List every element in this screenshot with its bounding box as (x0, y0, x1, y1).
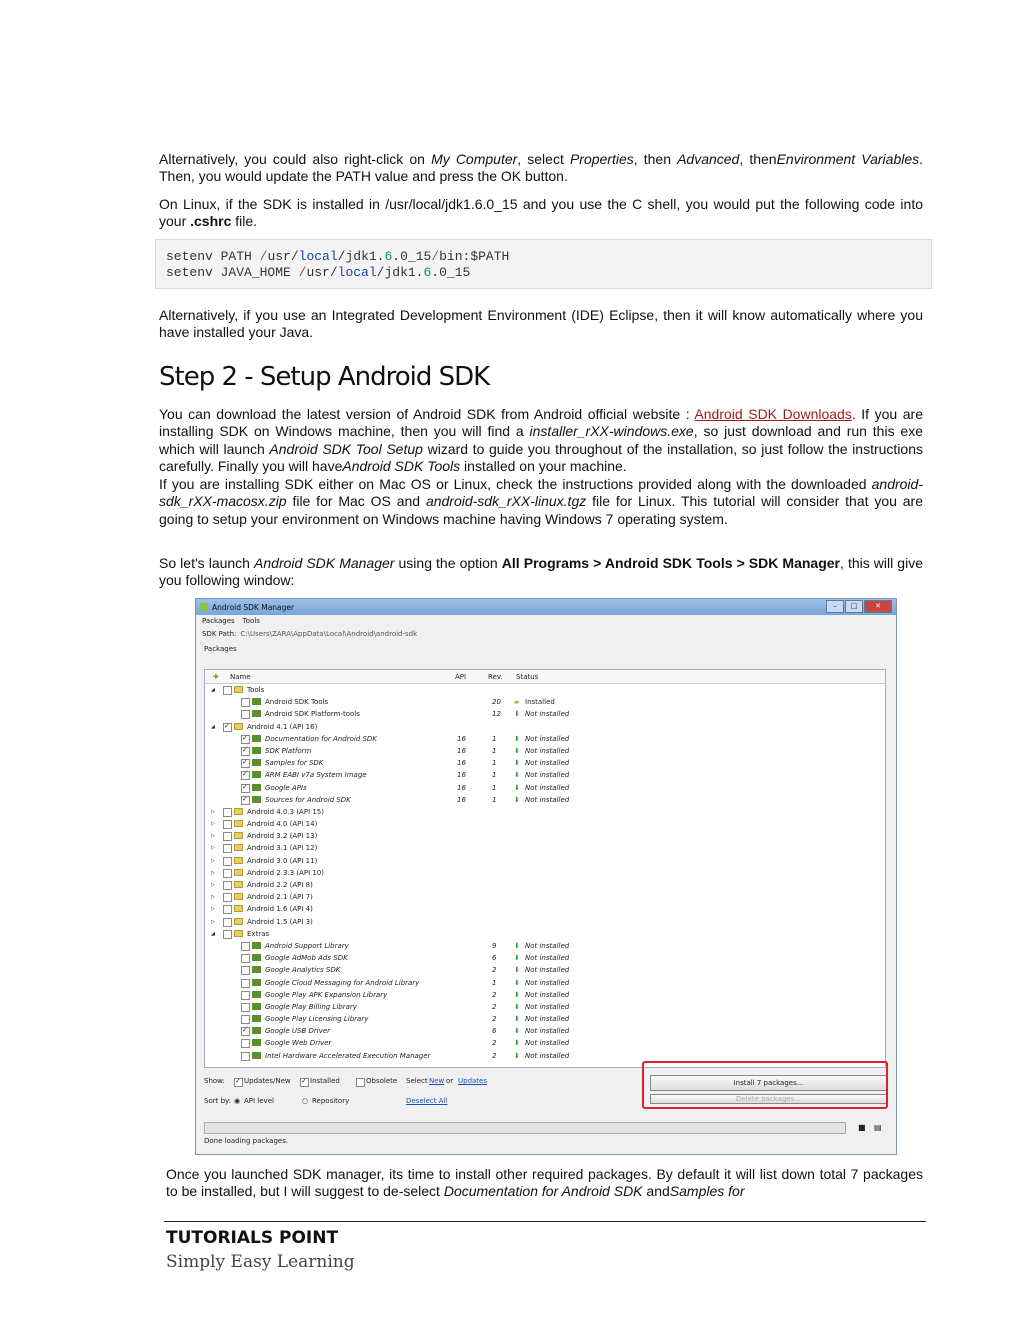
row-status: Not installed (525, 978, 570, 987)
download-arrow-icon: ⬇ (514, 954, 520, 963)
row-api: 16 (457, 759, 466, 768)
sort-api-radio[interactable]: ◉ (234, 1097, 241, 1105)
row-checkbox[interactable] (241, 942, 250, 951)
package-icon (252, 1003, 261, 1010)
expand-toggle-icon[interactable]: ▷ (211, 918, 215, 925)
folder-icon (234, 930, 243, 937)
download-arrow-icon: ⬇ (514, 941, 520, 950)
download-arrow-icon: ⬇ (514, 710, 520, 719)
row-name: Google Analytics SDK (265, 966, 341, 975)
table-row[interactable] (205, 806, 885, 818)
sort-repo-label: Repository (312, 1097, 350, 1105)
download-arrow-icon: ⬇ (514, 966, 520, 975)
row-status: Not installed (525, 783, 570, 792)
text-run: Samples for (669, 1183, 745, 1200)
paragraph-launch-manager (159, 555, 923, 590)
row-checkbox[interactable] (241, 710, 250, 719)
paragraph-mac-linux (159, 476, 923, 528)
footer-title: TUTORIALS POINT (166, 1228, 339, 1248)
table-row[interactable] (205, 733, 885, 745)
select-updates-link[interactable]: Updates (458, 1077, 487, 1085)
table-row[interactable] (205, 842, 885, 854)
row-name: Extras (247, 929, 270, 938)
row-name: Documentation for Android SDK (265, 734, 377, 743)
folder-icon (234, 857, 243, 864)
add-icon: ✚ (213, 673, 219, 681)
package-icon (252, 966, 261, 973)
row-name: Android 4.0.3 (API 15) (247, 807, 324, 816)
packages-label: Packages (204, 645, 237, 653)
text-run: installer_rXX-windows.exe (529, 423, 694, 440)
table-row[interactable] (205, 745, 885, 757)
package-icon (252, 991, 261, 998)
updates-new-label: Updates/New (244, 1077, 291, 1085)
row-name: Google Play Billing Library (265, 1002, 357, 1011)
row-status: Not installed (525, 1015, 570, 1024)
progress-bar (204, 1122, 846, 1134)
text-run: file for Linux. This tutorial will consider that you are going to setup your environment on Windows machine having Windows 7 operating system. (159, 493, 923, 527)
paragraph-env-vars (159, 151, 923, 186)
col-status[interactable]: Status (516, 673, 539, 681)
expand-toggle-icon[interactable]: ▷ (211, 821, 215, 828)
package-icon (252, 735, 261, 742)
text-run: Android SDK Tools (342, 458, 461, 475)
expand-toggle-icon[interactable]: ▷ (211, 808, 215, 815)
row-rev: 1 (492, 746, 497, 755)
expand-toggle-icon[interactable]: ▷ (211, 833, 215, 840)
table-row[interactable] (205, 867, 885, 879)
package-icon (252, 747, 261, 754)
menu-packages[interactable]: Packages (202, 617, 235, 625)
package-icon (252, 1052, 261, 1059)
folder-icon (234, 893, 243, 900)
table-row[interactable] (205, 1037, 885, 1049)
row-name: Google USB Driver (265, 1027, 331, 1036)
sdk-path-value: C:\Users\ZARA\AppData\Local\Android\android-sdk (240, 630, 418, 638)
text-run: Alternatively, if you use an Integrated Development Environment (IDE) Eclipse, then it will know automatically where you have installed your Java. (159, 307, 923, 341)
paragraph-ide (159, 307, 923, 342)
row-name: Android 2.1 (API 7) (247, 893, 313, 902)
folder-icon (234, 844, 243, 851)
row-status: Not installed (525, 941, 570, 950)
expand-toggle-icon[interactable]: ▷ (211, 869, 215, 876)
table-row[interactable] (205, 684, 885, 696)
row-name: Android 4.0 (API 14) (247, 820, 318, 829)
text-run: installed on your machine. (460, 458, 627, 475)
text-run: Properties (569, 151, 634, 167)
download-arrow-icon: ⬇ (514, 990, 520, 999)
col-api[interactable]: API (455, 673, 467, 681)
text-run: Once you launched SDK manager, its time to install other required packages. By default it will list down total 7 packages to be installed, but I will suggest to de-select (166, 1166, 923, 1200)
folder-icon (234, 881, 243, 888)
text-run: Alternatively, you could also right-click on (159, 151, 432, 167)
text-run: Advanced (677, 151, 740, 167)
table-row[interactable] (205, 782, 885, 794)
row-name: Google Play Licensing Library (265, 1015, 369, 1024)
table-row[interactable] (205, 1013, 885, 1025)
text-run: using the option (394, 555, 502, 571)
row-checkbox[interactable] (241, 1003, 250, 1012)
row-checkbox[interactable] (241, 771, 250, 780)
table-row[interactable] (205, 928, 885, 940)
row-checkbox[interactable] (241, 759, 250, 768)
row-checkbox[interactable] (241, 991, 250, 1000)
text-run: Environment Variables (776, 151, 920, 167)
expand-toggle-icon[interactable]: ◢ (211, 930, 215, 937)
package-icon (252, 759, 261, 766)
row-rev: 1 (492, 978, 497, 987)
table-row[interactable] (205, 1025, 885, 1037)
text-run: You can download the latest version of Android SDK from Android official website : (159, 406, 695, 422)
code-block (155, 239, 932, 289)
col-rev[interactable]: Rev. (488, 673, 503, 681)
row-rev: 1 (492, 734, 497, 743)
download-arrow-icon: ⬇ (514, 734, 520, 743)
installed-icon: ▰ (514, 698, 520, 707)
download-arrow-icon: ⬇ (514, 1039, 520, 1048)
package-icon (252, 698, 261, 705)
code-line-1: setenv PATH /usr/local/jdk1.6.0_15/bin:$PATH (166, 249, 510, 264)
packages-table (204, 669, 886, 1068)
table-row[interactable] (205, 794, 885, 806)
table-row[interactable] (205, 769, 885, 781)
window-titlebar (196, 599, 896, 615)
highlight-box (642, 1061, 888, 1109)
row-status: Not installed (525, 1002, 570, 1011)
package-icon (252, 771, 261, 778)
paragraph-linux-path (159, 196, 923, 231)
code-line-2: setenv JAVA_HOME /usr/local/jdk1.6.0_15 (166, 265, 471, 280)
table-row[interactable] (205, 1001, 885, 1013)
row-rev: 2 (492, 966, 497, 975)
row-name: Android 1.5 (API 3) (247, 917, 313, 926)
folder-icon (234, 820, 243, 827)
row-checkbox[interactable] (223, 881, 232, 890)
updates-new-checkbox[interactable] (234, 1078, 243, 1087)
menu-bar (196, 615, 896, 627)
row-name: Android 3.2 (API 13) (247, 832, 318, 841)
package-icon (252, 710, 261, 717)
maximize-button[interactable]: □ (845, 600, 863, 613)
row-name: Samples for SDK (265, 759, 324, 768)
download-arrow-icon: ⬇ (514, 1051, 520, 1060)
row-checkbox[interactable] (241, 979, 250, 988)
row-checkbox[interactable] (223, 869, 232, 878)
row-status: Not installed (525, 966, 570, 975)
table-row[interactable] (205, 1050, 885, 1062)
text-run: . Then, you would update the PATH value and press the OK button. (159, 151, 924, 185)
expand-toggle-icon[interactable]: ▷ (211, 857, 215, 864)
sdk-path-label: SDK Path: (202, 630, 237, 638)
text-run: , then (739, 151, 777, 167)
row-name: Android 2.3.3 (API 10) (247, 868, 324, 877)
row-rev: 2 (492, 1002, 497, 1011)
row-status: Not installed (525, 1051, 570, 1060)
table-row[interactable] (205, 830, 885, 842)
select-new-link[interactable]: New (429, 1077, 445, 1085)
row-rev: 12 (492, 710, 501, 719)
footer-subtitle: Simply Easy Learning (166, 1252, 355, 1272)
row-checkbox[interactable] (241, 698, 250, 707)
text-run: android-sdk_rXX-macosx.zip (159, 476, 923, 510)
row-rev: 9 (492, 941, 497, 950)
package-icon (252, 979, 261, 986)
expand-toggle-icon[interactable]: ▷ (211, 882, 215, 888)
download-arrow-icon: ⬇ (514, 1027, 520, 1036)
row-rev: 1 (492, 783, 497, 792)
row-checkbox[interactable] (223, 820, 232, 829)
row-checkbox[interactable] (241, 735, 250, 744)
table-row[interactable] (205, 708, 885, 720)
row-checkbox[interactable] (223, 918, 232, 927)
row-api: 16 (457, 771, 466, 780)
folder-icon (234, 869, 243, 876)
log-icon[interactable]: ▤ (874, 1123, 882, 1132)
text-run: So let's launch (159, 555, 255, 571)
download-arrow-icon: ⬇ (514, 759, 520, 768)
row-checkbox[interactable] (223, 832, 232, 841)
folder-icon (234, 808, 243, 815)
row-api: 16 (457, 783, 466, 792)
row-name: Google Web Driver (265, 1039, 332, 1048)
row-name: Android SDK Tools (265, 698, 329, 707)
text-run: file for Mac OS and (286, 493, 426, 510)
row-name: Android SDK Platform-tools (265, 710, 360, 719)
row-api: 16 (457, 734, 466, 743)
text-run: On Linux, if the SDK is installed in /usr/local/jdk1.6.0_15 and you use the C shell, you would put the following code into your (159, 196, 923, 230)
paragraph-download-sdk (159, 406, 923, 476)
installed-checkbox[interactable] (300, 1078, 309, 1087)
row-name: SDK Platform (265, 746, 312, 755)
minimize-button[interactable]: – (826, 600, 844, 613)
sort-label: Sort by: (204, 1097, 232, 1105)
row-checkbox[interactable] (241, 1015, 250, 1024)
installed-label: Installed (310, 1077, 340, 1085)
row-checkbox[interactable] (241, 954, 250, 963)
row-rev: 1 (492, 795, 497, 804)
row-checkbox[interactable] (223, 893, 232, 902)
download-arrow-icon: ⬇ (514, 783, 520, 792)
folder-icon (234, 686, 243, 693)
package-icon (252, 1039, 261, 1046)
text-run: wizard to guide you throughout of the installation, so just follow the instructions carefully. Finally you will have (159, 440, 923, 475)
row-checkbox[interactable] (223, 905, 232, 914)
table-row[interactable] (205, 721, 885, 733)
row-name: Android 3.0 (API 11) (247, 856, 318, 865)
table-row[interactable] (205, 696, 885, 708)
android-app-icon (200, 603, 208, 611)
row-api: 16 (457, 746, 466, 755)
paragraph-install-packages (166, 1166, 923, 1201)
row-status: Not installed (525, 1027, 570, 1036)
table-row[interactable] (205, 855, 885, 867)
row-status: Not installed (525, 1039, 570, 1048)
package-icon (252, 954, 261, 961)
folder-icon (234, 832, 243, 839)
row-name: Intel Hardware Accelerated Execution Manager (265, 1051, 431, 1060)
table-row[interactable] (205, 989, 885, 1001)
text-run: , so just download and run this exe which will launch (159, 423, 924, 457)
text-run: My Computer (431, 151, 518, 167)
row-rev: 2 (492, 1015, 497, 1024)
expand-toggle-icon[interactable]: ◢ (211, 687, 215, 693)
package-icon (252, 796, 261, 803)
stop-icon[interactable]: ■ (858, 1123, 866, 1132)
table-row[interactable] (205, 916, 885, 928)
row-checkbox[interactable] (223, 844, 232, 853)
row-status: Not installed (525, 710, 570, 719)
download-arrow-icon: ⬇ (514, 771, 520, 780)
row-rev: 2 (492, 990, 497, 999)
row-name: Android 4.1 (API 16) (247, 722, 318, 731)
row-checkbox[interactable] (241, 1052, 250, 1061)
folder-icon (234, 905, 243, 912)
sdk-path (196, 627, 896, 641)
row-rev: 2 (492, 1051, 497, 1060)
download-arrow-icon: ⬇ (514, 1002, 520, 1011)
table-row[interactable] (205, 818, 885, 830)
row-checkbox[interactable] (241, 966, 250, 975)
table-body (205, 684, 885, 1062)
row-name: Sources for Android SDK (265, 795, 351, 804)
row-name: Google Cloud Messaging for Android Library (265, 978, 420, 987)
text-run: Android SDK Tool Setup (269, 440, 423, 457)
expand-toggle-icon[interactable]: ▷ (211, 894, 215, 901)
package-icon (252, 1027, 261, 1034)
table-row[interactable] (205, 940, 885, 952)
row-checkbox[interactable] (223, 723, 232, 732)
row-name: Tools (247, 686, 265, 694)
table-row[interactable] (205, 977, 885, 989)
select-or: or (446, 1077, 454, 1085)
row-rev: 6 (492, 1027, 497, 1036)
row-checkbox[interactable] (223, 930, 232, 939)
table-row[interactable] (205, 891, 885, 903)
expand-toggle-icon[interactable]: ▷ (211, 845, 215, 852)
row-checkbox[interactable] (241, 784, 250, 793)
show-label: Show: (204, 1077, 225, 1085)
text-run: If you are installing SDK either on Mac OS or Linux, check the instructions provided along with the downloaded (159, 476, 872, 492)
download-arrow-icon: ⬇ (514, 978, 520, 987)
row-name: Android 1.6 (API 4) (247, 905, 313, 914)
text-run: , this will give you following window: (159, 555, 923, 589)
table-row[interactable] (205, 952, 885, 964)
download-arrow-icon: ⬇ (514, 1015, 520, 1024)
section-heading: Step 2 - Setup Android SDK (159, 362, 490, 392)
sort-repo-radio[interactable]: ○ (302, 1097, 309, 1105)
col-name[interactable]: Name (230, 673, 251, 681)
row-name: ARM EABI v7a System Image (265, 771, 367, 780)
text-run: and (642, 1183, 670, 1200)
row-rev: 20 (492, 698, 501, 707)
table-row[interactable] (205, 879, 885, 891)
text-run: file. (231, 213, 258, 230)
package-icon (252, 784, 261, 791)
row-status: Not installed (525, 954, 570, 963)
obsolete-label: Obsolete (366, 1077, 398, 1085)
text-run: . If you are installing SDK on Windows machine, then you will find a (159, 406, 923, 440)
row-checkbox[interactable] (241, 1027, 250, 1036)
row-rev: 6 (492, 954, 497, 963)
row-checkbox[interactable] (241, 747, 250, 756)
obsolete-checkbox[interactable] (356, 1078, 365, 1087)
table-row[interactable] (205, 903, 885, 915)
row-status: Not installed (525, 795, 570, 804)
select-prefix: Select (406, 1077, 428, 1085)
table-header (205, 670, 885, 684)
row-name: Google AdMob Ads SDK (265, 954, 348, 963)
text-run: .cshrc (190, 213, 232, 230)
package-icon (252, 942, 261, 949)
row-checkbox[interactable] (223, 686, 232, 695)
text-run: android-sdk_rXX-linux.tgz (425, 493, 587, 510)
row-name: Android 3.1 (API 12) (247, 844, 318, 853)
row-status: Not installed (525, 759, 570, 768)
footer-divider (164, 1221, 926, 1222)
row-status: Installed (525, 698, 555, 707)
window-title: Android SDK Manager (212, 602, 295, 612)
status-text: Done loading packages. (204, 1137, 289, 1145)
table-row[interactable] (205, 964, 885, 976)
expand-toggle-icon[interactable]: ◢ (211, 723, 215, 730)
row-api: 16 (457, 795, 466, 804)
close-button[interactable]: ✕ (864, 600, 892, 613)
download-arrow-icon: ⬇ (514, 746, 520, 755)
row-checkbox[interactable] (241, 796, 250, 805)
row-status: Not installed (525, 734, 570, 743)
row-rev: 1 (492, 771, 497, 780)
row-status: Not installed (525, 746, 570, 755)
sort-api-label: API level (244, 1097, 274, 1105)
row-status: Not installed (525, 771, 570, 780)
row-rev: 2 (492, 1039, 497, 1048)
text-run: All Programs > Android SDK Tools > SDK Manager (501, 555, 840, 571)
package-icon (252, 1015, 261, 1022)
menu-tools[interactable]: Tools (242, 617, 260, 625)
install-packages-button[interactable]: Install 7 packages... (650, 1075, 887, 1091)
row-checkbox[interactable] (223, 808, 232, 817)
download-arrow-icon: ⬇ (514, 795, 520, 804)
text-run: Documentation for Android SDK (443, 1183, 643, 1200)
row-rev: 1 (492, 759, 497, 768)
row-status: Not installed (525, 990, 570, 999)
row-checkbox[interactable] (241, 1039, 250, 1048)
delete-packages-button[interactable]: Delete packages... (650, 1094, 887, 1104)
folder-icon (234, 918, 243, 925)
row-checkbox[interactable] (223, 857, 232, 866)
folder-icon (234, 723, 243, 730)
row-name: Google Play APK Expansion Library (265, 990, 388, 999)
text-run: Android SDK Manager (254, 555, 395, 571)
row-name: Android Support Library (265, 941, 349, 950)
sdk-downloads-link[interactable]: Android SDK Downloads (694, 406, 852, 422)
expand-toggle-icon[interactable]: ▷ (211, 906, 215, 913)
text-run: , select (517, 151, 570, 167)
table-row[interactable] (205, 757, 885, 769)
row-name: Android 2.2 (API 8) (247, 881, 313, 889)
row-name: Google APIs (265, 783, 307, 792)
deselect-all-link[interactable]: Deselect All (406, 1097, 448, 1105)
text-run: , then (633, 151, 678, 167)
